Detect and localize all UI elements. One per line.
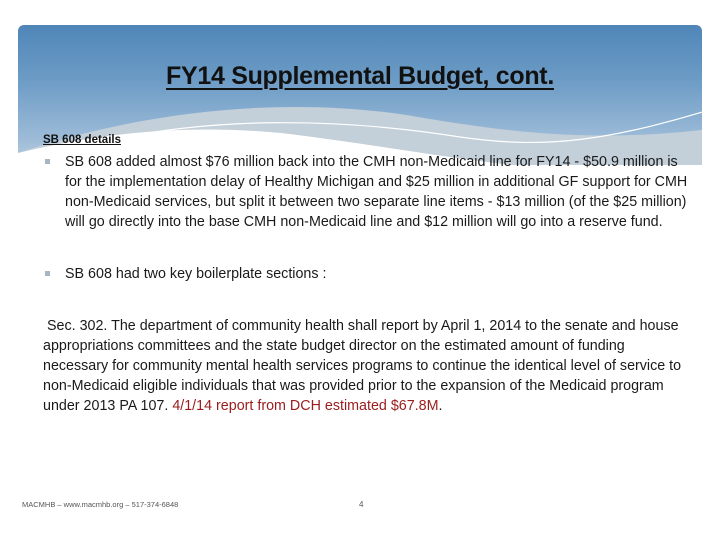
page-number: 4 (359, 500, 364, 509)
bullet-item (43, 264, 693, 284)
section-heading: SB 608 details (43, 134, 121, 146)
bullet-text: SB 608 had two key boilerplate sections : (65, 266, 327, 282)
bullet-text: SB 608 added almost $76 million back into the CMH non-Medicaid line for FY14 - $50.9 million is for the implementation delay of Healthy Michigan and $25 million in additional GF support for CMH non-Medicaid services, but split it between two separate line items - $13 million (of the $25 million) will go directly into the base CMH non-Medicaid line and $12 million will go into a reserve fund. (65, 154, 688, 230)
square-bullet-icon (45, 159, 50, 164)
slide-body (43, 134, 693, 416)
sec-302-text: Sec. 302. The department of community health shall report by April 1, 2014 to the senate and house appropriations committees and the state budget director on the estimated amount of funding necessary for community mental health services programs to continue the identical level of service to non-Medicaid eligible individuals that was provided prior to the expansion of the Medicaid program under 2013 PA 107. (43, 318, 682, 414)
square-bullet-icon (45, 271, 50, 276)
footer-contact: MACMHB – www.macmhb.org – 517-374-6848 (22, 500, 179, 509)
slide-title: FY14 Supplemental Budget, cont. (166, 62, 554, 90)
sec-302-trailing: . (438, 398, 443, 414)
sec-302-paragraph (43, 316, 683, 416)
dch-estimate-highlight: 4/1/14 report from DCH estimated $67.8M (172, 398, 439, 414)
bullet-item (43, 152, 693, 232)
